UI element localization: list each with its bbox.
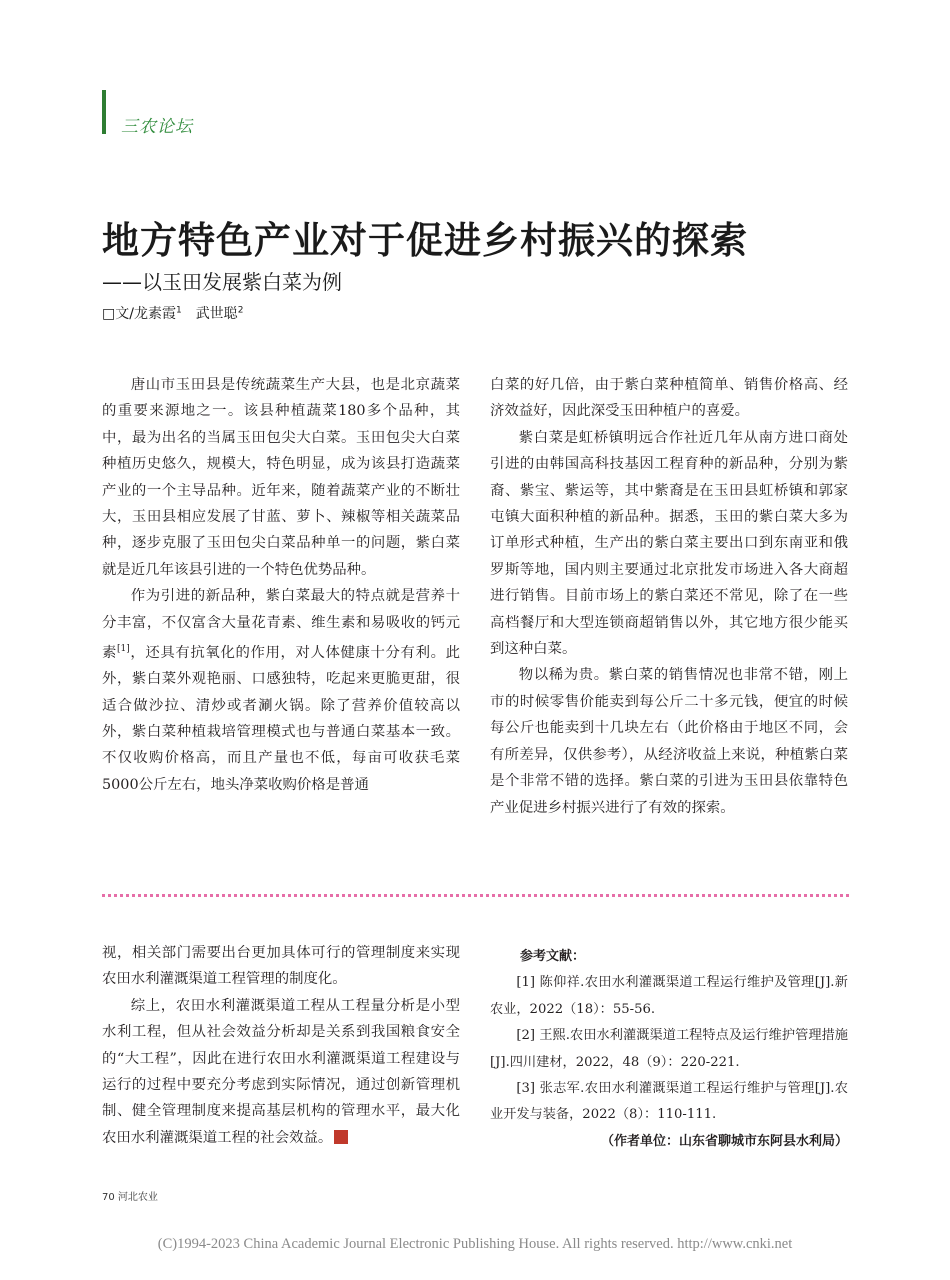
body-column-right	[490, 372, 848, 821]
author-1-affiliation-mark: 1	[175, 305, 182, 316]
paragraph: 唐山市玉田县是传统蔬菜生产大县，也是北京蔬菜的重要来源地之一。该县种植蔬菜180多个品种，其中，最为出名的当属玉田包尖大白菜。玉田包尖大白菜种植历史悠久，规模大，特色明显，成为该县打造蔬菜产业的一个主导品种。近年来，随着蔬菜产业的不断壮大，玉田县相应发展了甘蓝、萝卜、辣椒等相关蔬菜品种，逐步克服了玉田包尖白菜品种单一的问题，紫白菜就是近几年该县引进的一个特色优势品种。	[102, 377, 460, 578]
byline-author-2: 武世聪	[195, 306, 238, 322]
section-divider	[102, 894, 850, 897]
paragraph-text: 作为引进的新品种，紫白菜最大的特点就是营养十分丰富，不仅富含大量花青素、维生素和易吸收的钙元素	[102, 588, 460, 661]
byline-author-1: □文/龙素霞	[102, 306, 176, 322]
prev-article-column-left	[102, 940, 460, 1151]
copyright-notice: (C)1994-2023 China Academic Journal Electronic Publishing House. All rights reserved. http://www.cnki.net	[157, 1236, 793, 1252]
article-end-icon	[334, 1130, 348, 1144]
references-heading: 参考文献：	[520, 949, 586, 964]
paragraph: 视，相关部门需要出台更加具体可行的管理制度来实现农田水利灌溉渠道工程管理的制度化。	[102, 945, 460, 988]
paragraph	[102, 583, 460, 798]
references-column	[490, 944, 848, 1155]
paragraph: 物以稀为贵。紫白菜的销售情况也非常不错，刚上市的时候零售价能卖到每公斤二十多元钱，便宜的时候每公斤也能卖到十几块左右（此价格由于地区不同，会有所差异，仅供参考），从经济收益上来说，种植紫白菜是个非常不错的选择。紫白菜的引进为玉田县依靠特色产业促进乡村振兴进行了有效的探索。	[490, 667, 848, 816]
byline	[102, 303, 243, 323]
author-2-affiliation-mark: 2	[237, 305, 244, 316]
author-affiliation: （作者单位：山东省聊城市东阿县水利局）	[600, 1133, 848, 1149]
section-accent-bar	[102, 90, 106, 134]
citation-mark: [1]	[117, 644, 130, 655]
paragraph-text: 综上，农田水利灌溉渠道工程从工程量分析是小型水利工程，但从社会效益分析却是关系到我国粮食安全的“大工程”，因此在进行农田水利灌溉渠道工程建设与运行的过程中要充分考虑到实际情况，通过创新管理机制、健全管理制度来提高基层机构的管理水平，最大化农田水利灌溉渠道工程的社会效益。	[102, 997, 460, 1146]
body-column-left	[102, 372, 460, 798]
reference-item: [2] 王熙.农田水利灌溉渠道工程特点及运行维护管理措施[J].四川建材，2022，48（9）：220-221.	[490, 1028, 848, 1070]
section-label: 三农论坛	[121, 117, 193, 137]
paragraph	[102, 993, 460, 1151]
paragraph: 白菜的好几倍，由于紫白菜种植简单、销售价格高、经济效益好，因此深受玉田种植户的喜爱。	[490, 377, 848, 420]
article-title: 地方特色产业对于促进乡村振兴的探索	[102, 219, 748, 262]
reference-item: [1] 陈仰祥.农田水利灌溉渠道工程运行维护及管理[J].新农业，2022（18）：55-56.	[490, 975, 848, 1017]
page-number-journal: 70 河北农业	[102, 1192, 158, 1203]
paragraph: 紫白菜是虹桥镇明远合作社近几年从南方进口商处引进的由韩国高科技基因工程育种的新品种，分别为紫裔、紫宝、紫运等，其中紫裔是在玉田县虹桥镇和郭家屯镇大面积种植的新品种。据悉，玉田的紫白菜大多为订单形式种植，生产出的紫白菜主要出口到东南亚和俄罗斯等地，国内则主要通过北京批发市场进入各大商超进行销售。目前市场上的紫白菜还不常见，除了在一些高档餐厅和大型连锁商超销售以外，其它地方很少能买到这种白菜。	[490, 429, 848, 658]
reference-item: [3] 张志军.农田水利灌溉渠道工程运行维护与管理[J].农业开发与装备，2022（8）：110-111.	[490, 1081, 848, 1123]
paragraph-text: ，还具有抗氧化的作用，对人体健康十分有利。此外，紫白菜外观艳丽、口感独特，吃起来更脆更甜，很适合做沙拉、清炒或者涮火锅。除了营养价值较高以外，紫白菜种植栽培管理模式也与普通白菜基本一致。不仅收购价格高，而且产量也不低，每亩可收获毛菜5000公斤左右，地头净菜收购价格是普通	[102, 644, 460, 793]
article-subtitle: ——以玉田发展紫白菜为例	[102, 270, 342, 294]
